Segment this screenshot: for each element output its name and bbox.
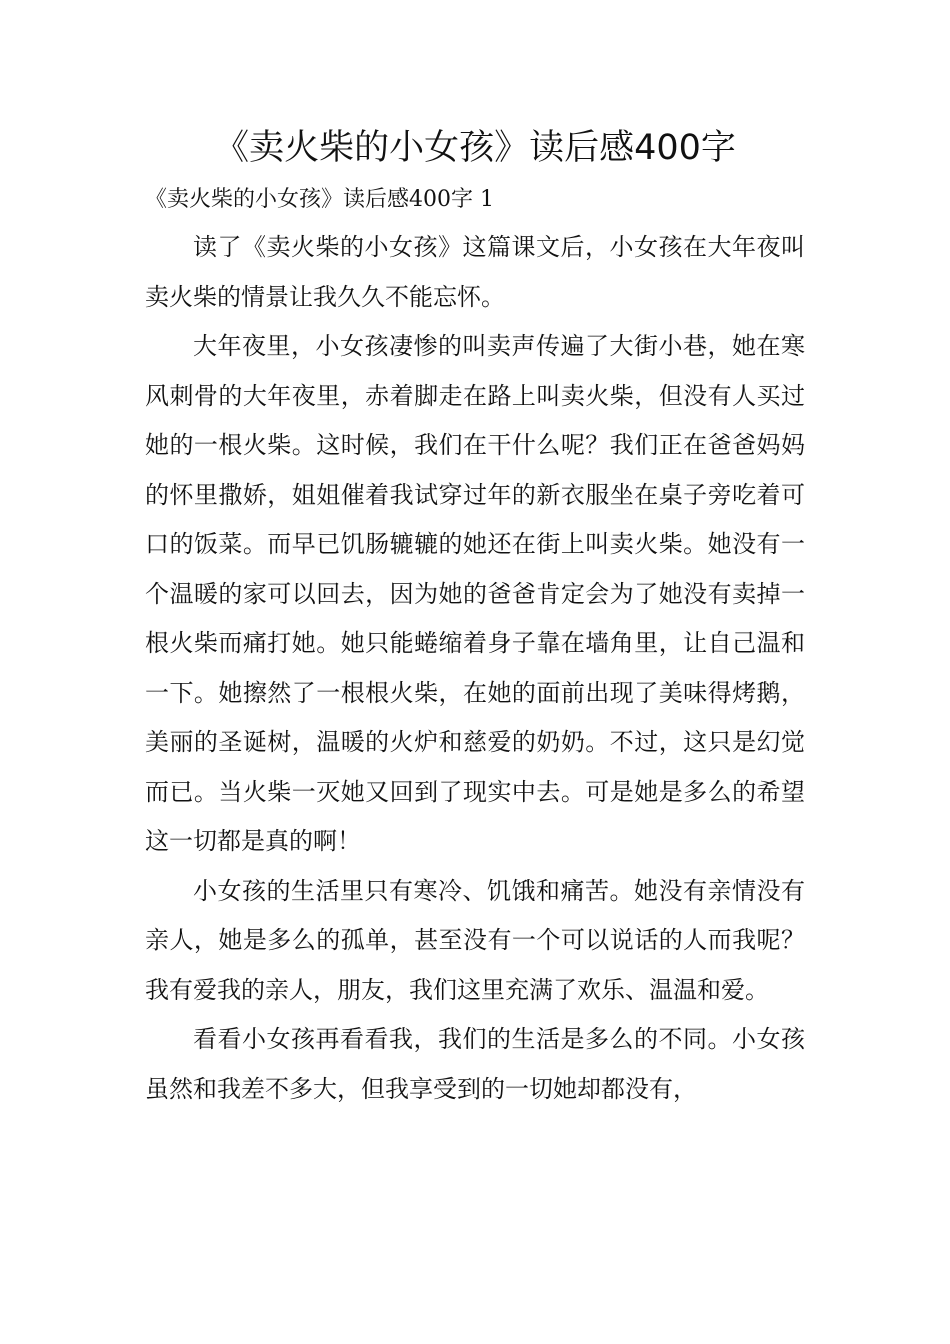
document-title: 《卖火柴的小女孩》读后感400字 <box>214 128 736 168</box>
paragraph-4: 看看小女孩再看看我，我们的生活是多么的不同。小女孩虽然和我差不多大，但我享受到的一切她却都没有， <box>145 1025 805 1103</box>
paragraph-3: 小女孩的生活里只有寒冷、饥饿和痛苦。她没有亲情没有亲人，她是多么的孤单，甚至没有一个可以说话的人而我呢？我有爱我的亲人，朋友，我们这里充满了欢乐、温温和爱。 <box>145 876 805 1004</box>
paragraph-2: 大年夜里，小女孩凄惨的叫卖声传遍了大街小巷，她在寒风刺骨的大年夜里，赤着脚走在路上叫卖火柴，但没有人买过她的一根火柴。这时候，我们在干什么呢？我们正在爸爸妈妈的怀里撒娇，姐姐催着我试穿过年的新衣服坐在桌子旁吃着可口的饭菜。而早已饥肠辘辘的她还在街上叫卖火柴。她没有一个温暖的家可以回去，因为她的爸爸肯定会为了她没有卖掉一根火柴而痛打她。她只能蜷缩着身子靠在墙角里，让自己温和一下。她擦然了一根根火柴，在她的面前出现了美味得烤鹅，美丽的圣诞树，温暖的火炉和慈爱的奶奶。不过，这只是幻觉而已。当火柴一灭她又回到了现实中去。可是她是多么的希望这一切都是真的啊！ <box>145 332 805 855</box>
paragraph-1: 读了《卖火柴的小女孩》这篇课文后，小女孩在大年夜叫卖火柴的情景让我久久不能忘怀。 <box>145 233 805 311</box>
document-body <box>145 223 805 1114</box>
section-heading: 《卖火柴的小女孩》读后感400字 1 <box>145 187 494 212</box>
